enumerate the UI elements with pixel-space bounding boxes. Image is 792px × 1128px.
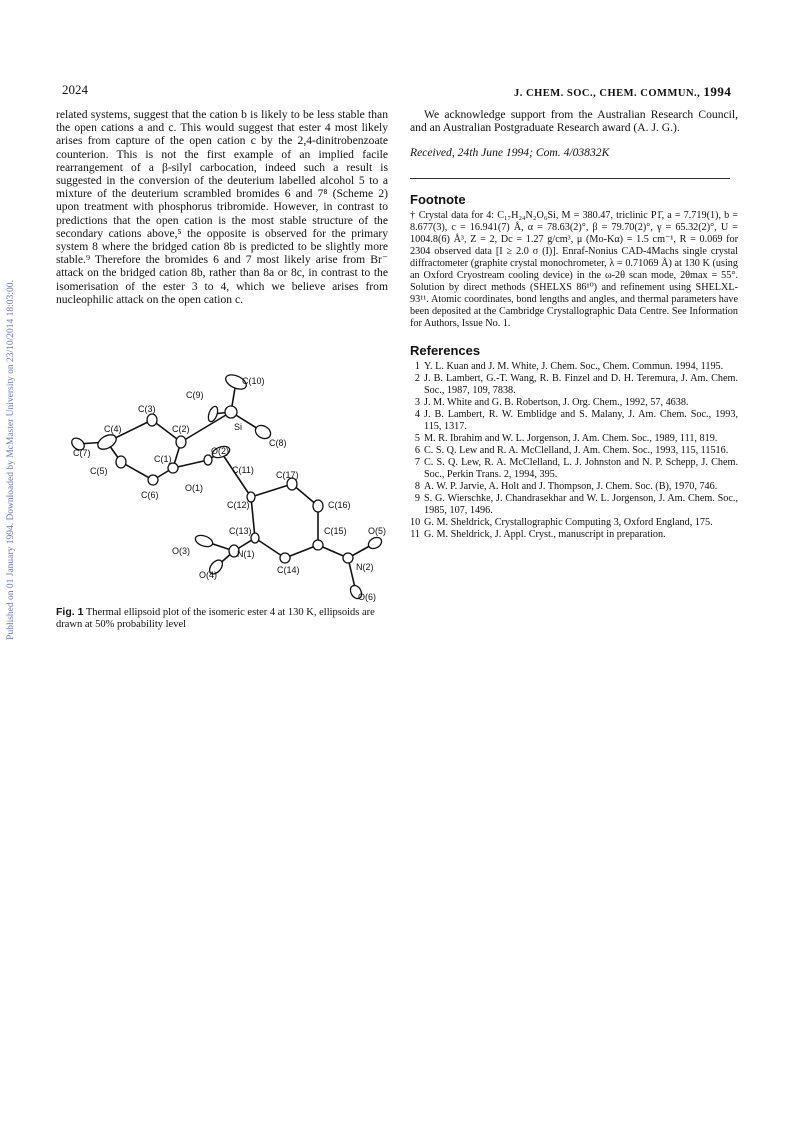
section-divider (410, 178, 730, 179)
figure-caption (56, 606, 390, 631)
reference-number: 10 (410, 517, 421, 529)
reference-item (410, 361, 738, 373)
atom-label-c9: C(9) (186, 390, 204, 400)
atom-label-o5: O(5) (368, 526, 386, 536)
atom-label-o6: O(6) (358, 592, 376, 602)
running-header (514, 84, 731, 100)
atom-label-si: Si (234, 422, 243, 432)
reference-number: 11 (410, 529, 420, 541)
atom-label-c16: C(16) (328, 500, 351, 510)
atom-label-o2: O(2) (211, 446, 229, 456)
atom-label-c7: C(7) (73, 448, 91, 458)
reference-number: 5 (414, 433, 420, 445)
reference-item (410, 517, 738, 529)
reference-text: G. M. Sheldrick, Crystallographic Computing 3, Oxford England, 175. (424, 517, 713, 529)
atom-label-o3: O(3) (172, 546, 190, 556)
atom-label-o1: O(1) (185, 483, 203, 493)
atom-ellipsoids (69, 372, 383, 601)
reference-number: 4 (414, 409, 420, 421)
body-paragraph: related systems, suggest that the cation b is likely to be less stable than the open cations a and c. This would suggest that ester 4 most likely arises from capture of the open cation c by the 2,4-dinitrobenzoate counterion. This is not the first example of an implied facile rearrangement of a β-silyl carbocation, indeed such a result is suggested in the conversion of the deuterium labelled alcohol 5 to a mixture of the deuterium scrambled bromides 6 and 7⁸ (Scheme 2) upon treatment with phosphorus tribromide. However, in contrast to predictions that the open cation is the most stable structure of the secondary cations above,⁵ the opposite is observed for the primary system 8 where the bridged cation 8b is predicted to be slightly more stable.⁹ Therefore the bromides 6 and 7 most likely arise from Br⁻ attack on the bridged cation 8b, rather than 8a or 8c, in contrast to the isomerisation of the ester 3 to 4, which we believe arises from nucleophilic attack on the open cation c. (56, 108, 388, 306)
atom-label-c3: C(3) (138, 404, 156, 414)
reference-text: J. M. White and G. B. Robertson, J. Org. Chem., 1992, 57, 4638. (424, 397, 689, 409)
reference-item (410, 529, 738, 541)
reference-item (410, 409, 738, 433)
reference-item (410, 481, 738, 493)
journal-year: 1994 (703, 84, 732, 99)
reference-number: 6 (414, 445, 420, 457)
reference-item (410, 457, 738, 481)
reference-text: M. R. Ibrahim and W. L. Jorgenson, J. Am. Chem. Soc., 1989, 111, 819. (424, 433, 718, 445)
reference-item (410, 373, 738, 397)
page-number: 2024 (62, 82, 88, 97)
reference-number: 7 (414, 457, 420, 469)
atom-label-c1: C(1) (154, 454, 172, 464)
reference-text: S. G. Wierschke, J. Chandrasekhar and W. L. Jorgenson, J. Am. Chem. Soc., 1985, 107, 1496. (424, 493, 738, 517)
atom-label-c15: C(15) (324, 526, 347, 536)
right-column (410, 108, 738, 541)
reference-text: G. M. Sheldrick, J. Appl. Cryst., manuscript in preparation. (424, 529, 666, 541)
atom-label-o4: O(4) (199, 570, 217, 580)
atom-label-n1: N(1) (237, 549, 255, 559)
atom-label-c13: C(13) (229, 526, 252, 536)
atom-label-c6: C(6) (141, 490, 159, 500)
atom-label-n2: N(2) (356, 562, 374, 572)
atom-label-c4: C(4) (104, 424, 122, 434)
reference-text: Y. L. Kuan and J. M. White, J. Chem. Soc., Chem. Commun. 1994, 1195. (424, 361, 724, 373)
reference-text: C. S. Q. Lew and R. A. McClelland, J. Am. Chem. Soc., 1993, 115, 11516. (424, 445, 729, 457)
reference-number: 1 (414, 361, 420, 373)
reference-text: J. B. Lambert, R. W. Emblidge and S. Malany, J. Am. Chem. Soc., 1993, 115, 1317. (424, 409, 738, 433)
reference-number: 2 (414, 373, 420, 385)
atom-label-c17: C(17) (276, 470, 299, 480)
reference-item (410, 397, 738, 409)
reference-text: J. B. Lambert, G.-T. Wang, R. B. Finzel and D. H. Teremura, J. Am. Chem. Soc., 1987, 109, 7838. (424, 373, 738, 397)
reference-number: 9 (414, 493, 420, 505)
atom-label-c14: C(14) (277, 565, 300, 575)
reference-item (410, 445, 738, 457)
figure-1 (56, 370, 400, 605)
atom-label-c11: C(11) (232, 465, 254, 475)
reference-item (410, 493, 738, 517)
watermark-text: Published on 01 January 1994. Downloaded by McMaster University on 23/10/2014 18:03:00. (6, 280, 16, 640)
references-heading: References (410, 342, 481, 358)
reference-list (410, 361, 738, 541)
reference-number: 3 (414, 397, 420, 409)
atom-label-c2: C(2) (172, 424, 190, 434)
journal-name: J. CHEM. SOC., CHEM. COMMUN., (514, 88, 701, 99)
reference-text: A. W. P. Jarvie, A. Holt and J. Thompson, J. Chem. Soc. (B), 1970, 746. (424, 481, 718, 493)
atom-label-c8: C(8) (269, 438, 287, 448)
atom-label-c5: C(5) (90, 466, 108, 476)
atom-label-c10: C(10) (242, 376, 265, 386)
ellipsoid-plot (56, 370, 400, 605)
acknowledgement: We acknowledge support from the Australian Research Council, and an Australian Postgraduate Research award (A. J. G.). (410, 108, 738, 135)
footnote-heading: Footnote (410, 191, 466, 207)
reference-number: 8 (414, 481, 420, 493)
footnote-text: † Crystal data for 4: C₁₇H₂₄N₂O₆Si, M = 380.47, triclinic P1̄, a = 7.719(1), b = 8.677(3), c = 16.941(7) Å, α = 78.63(2)°, β = 79.70(2)°, γ = 65.32(2)°, U = 1004.8(6) Å³, Z = 2, Dc = 1.27 g/cm³, μ (Mo-Kα) = 1.5 cm⁻¹, R = 0.069 for 2304 observed data [I ≥ 2.0 σ (I)]. Enraf-Nonius CAD-4Machs single crystal diffractometer (graphite crystal monochrometer, λ = 0.71069 Å) at 130 K (using an Oxford Cryostream cooling device) in the ω-2θ scan mode, 2θmax = 55°. Solution by direct methods (SHELXS 86¹⁰) and refinement using SHELXL-93¹¹. Atomic coordinates, bond lengths and angles, and thermal parameters have been deposited at the Cambridge Crystallographic Data Centre. See Information for Authors, Issue No. 1. (410, 209, 738, 329)
figure-caption-text: Thermal ellipsoid plot of the isomeric ester 4 at 130 K, ellipsoids are drawn at 50% probability level (56, 607, 375, 630)
reference-text: C. S. Q. Lew, R. A. McClelland, L. J. Johnston and N. P. Schepp, J. Chem. Soc., Perkin Trans. 2, 1994, 395. (424, 457, 738, 481)
atom-label-c12: C(12) (227, 500, 250, 510)
figure-caption-label: Fig. 1 (56, 606, 84, 618)
received-line: Received, 24th June 1994; Com. 4/03832K (410, 146, 610, 160)
left-column (56, 108, 388, 306)
download-watermark (4, 240, 18, 680)
reference-item (410, 433, 738, 445)
